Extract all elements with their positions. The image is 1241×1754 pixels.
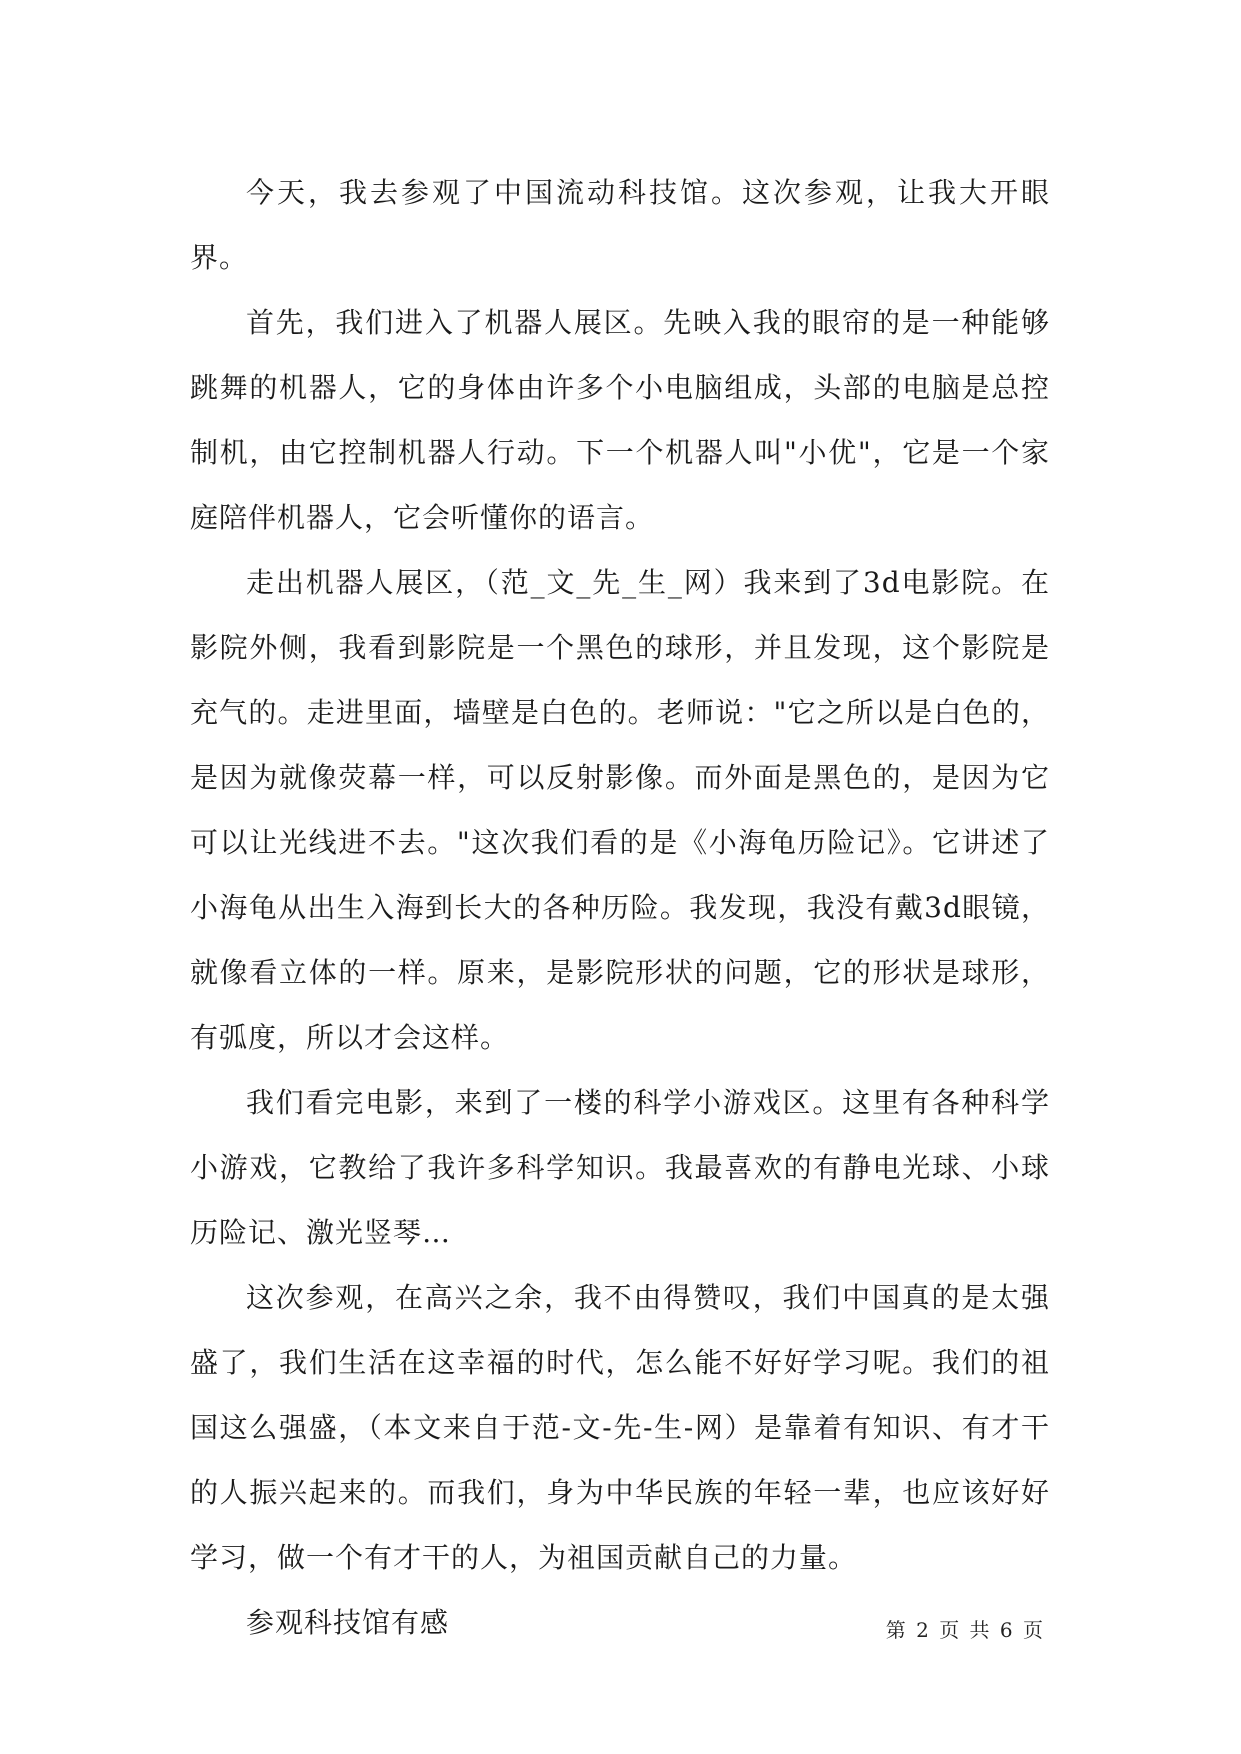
paragraph-3d-cinema: 走出机器人展区，（范_文_先_生_网）我来到了3d电影院。在影院外侧，我看到影院是一个黑色的球形，并且发现，这个影院是充气的。走进里面，墙壁是白色的。老师说："它之所以是白色的，是因为就像荧幕一样，可以反射影像。而外面是黑色的，是因为它可以让光线进不去。"这次我们看的是《小海龟历险记》。它讲述了小海龟从出生入海到长大的各种历险。我发现，我没有戴3d眼镜，就像看立体的一样。原来，是影院形状的问题，它的形状是球形，有弧度，所以才会这样。 [190, 566, 1050, 1054]
document-body [190, 160, 1050, 1655]
paragraph-reflection: 这次参观，在高兴之余，我不由得赞叹，我们中国真的是太强盛了，我们生活在这幸福的时代，怎么能不好好学习呢。我们的祖国这么强盛，（本文来自于范-文-先-生-网）是靠着有知识、有才干的人振兴起来的。而我们，身为中华民族的年轻一辈，也应该好好学习，做一个有才干的人，为祖国贡献自己的力量。 [190, 1281, 1050, 1574]
paragraph-science-games: 我们看完电影，来到了一楼的科学小游戏区。这里有各种科学小游戏，它教给了我许多科学知识。我最喜欢的有静电光球、小球历险记、激光竖琴… [190, 1086, 1050, 1249]
paragraph-robot-area: 首先，我们进入了机器人展区。先映入我的眼帘的是一种能够跳舞的机器人，它的身体由许多个小电脑组成，头部的电脑是总控制机，由它控制机器人行动。下一个机器人叫"小优"，它是一个家庭陪伴机器人，它会听懂你的语言。 [190, 306, 1050, 534]
next-article-title: 参观科技馆有感 [246, 1606, 450, 1639]
paragraph-intro: 今天，我去参观了中国流动科技馆。这次参观，让我大开眼界。 [190, 176, 1050, 274]
page-number-footer: 第 2 页 共 6 页 [885, 1618, 1045, 1642]
